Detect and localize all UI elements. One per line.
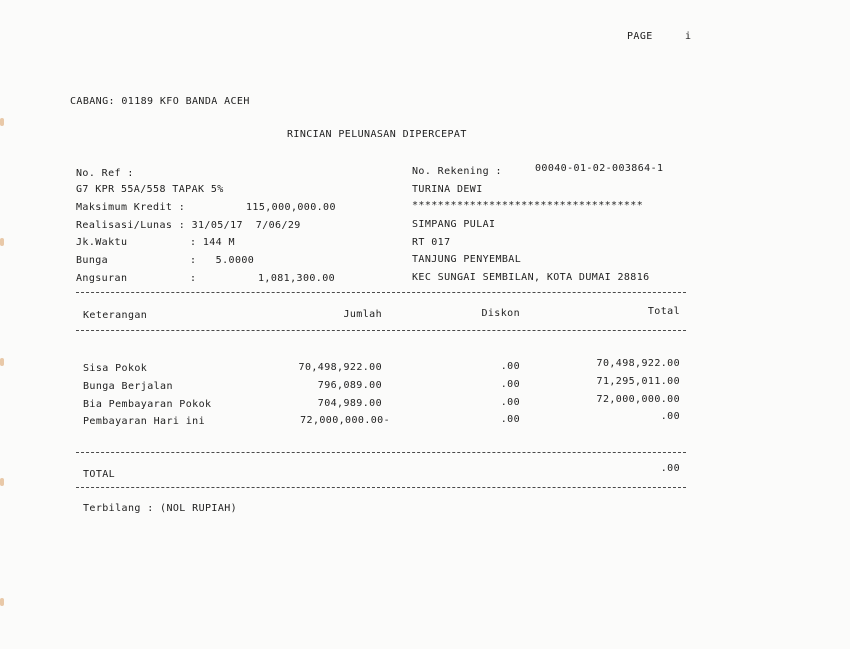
no-ref-label: No. Ref : xyxy=(76,168,134,179)
angsuran-colon: : xyxy=(190,273,197,284)
row-keterangan: Pembayaran Hari ini xyxy=(83,416,205,427)
bunga-label: Bunga xyxy=(76,255,109,266)
total-label: TOTAL xyxy=(83,469,116,480)
header-total: Total xyxy=(647,306,680,317)
masked-line: ************************************ xyxy=(412,200,644,211)
row-keterangan: Bia Pembayaran Pokok xyxy=(83,399,212,410)
row-total: .00 xyxy=(660,411,680,422)
row-total: 70,498,922.00 xyxy=(596,358,680,369)
address-line-4: KEC SUNGAI SEMBILAN, KOTA DUMAI 28816 xyxy=(412,272,650,283)
header-diskon: Diskon xyxy=(481,308,520,319)
page-label: PAGE xyxy=(627,31,653,42)
tractor-hole xyxy=(0,358,4,366)
page-number: i xyxy=(685,31,692,42)
row-jumlah: 72,000,000.00- xyxy=(300,415,390,426)
jangka-waktu-value: : 144 M xyxy=(190,237,235,248)
total-top-rule xyxy=(76,452,686,453)
address-line-2: RT 017 xyxy=(412,237,451,248)
header-jumlah: Jumlah xyxy=(343,309,382,320)
address-line-3: TANJUNG PENYEMBAL xyxy=(412,254,522,265)
row-keterangan: Sisa Pokok xyxy=(83,363,148,374)
row-keterangan: Bunga Berjalan xyxy=(83,381,173,392)
tractor-hole xyxy=(0,118,4,126)
realisasi-line: Realisasi/Lunas : 31/05/17 7/06/29 xyxy=(76,220,301,231)
row-jumlah: 796,089.00 xyxy=(317,380,382,391)
rekening-value: 00040-01-02-003864-1 xyxy=(535,163,664,174)
row-total: 72,000,000.00 xyxy=(596,394,680,405)
header-keterangan: Keterangan xyxy=(83,310,148,321)
row-diskon: .00 xyxy=(500,361,520,372)
maks-kredit-label: Maksimum Kredit : xyxy=(76,202,186,213)
total-bottom-rule xyxy=(76,487,686,488)
product-line: G7 KPR 55A/558 TAPAK 5% xyxy=(76,184,224,195)
table-top-rule xyxy=(76,292,686,293)
rekening-label: No. Rekening : xyxy=(412,166,502,177)
row-diskon: .00 xyxy=(500,397,520,408)
total-value: .00 xyxy=(660,463,680,474)
maks-kredit-value: 115,000,000.00 xyxy=(246,202,336,213)
angsuran-value: 1,081,300.00 xyxy=(258,273,336,284)
tractor-hole xyxy=(0,478,4,486)
jangka-waktu-label: Jk.Waktu xyxy=(76,237,128,248)
row-diskon: .00 xyxy=(500,379,520,390)
branch-line: CABANG: 01189 KFO BANDA ACEH xyxy=(70,96,250,107)
row-total: 71,295,011.00 xyxy=(596,376,680,387)
account-name: TURINA DEWI xyxy=(412,184,483,195)
table-header-rule xyxy=(76,330,686,331)
tractor-hole xyxy=(0,598,4,606)
address-line-1: SIMPANG PULAI xyxy=(412,219,496,230)
document-title: RINCIAN PELUNASAN DIPERCEPAT xyxy=(287,129,467,140)
bunga-value: : 5.0000 xyxy=(190,255,255,266)
row-diskon: .00 xyxy=(500,414,520,425)
tractor-hole xyxy=(0,238,4,246)
row-jumlah: 704,989.00 xyxy=(317,398,382,409)
angsuran-label: Angsuran xyxy=(76,273,128,284)
row-jumlah: 70,498,922.00 xyxy=(298,362,382,373)
terbilang-line: Terbilang : (NOL RUPIAH) xyxy=(83,503,238,514)
